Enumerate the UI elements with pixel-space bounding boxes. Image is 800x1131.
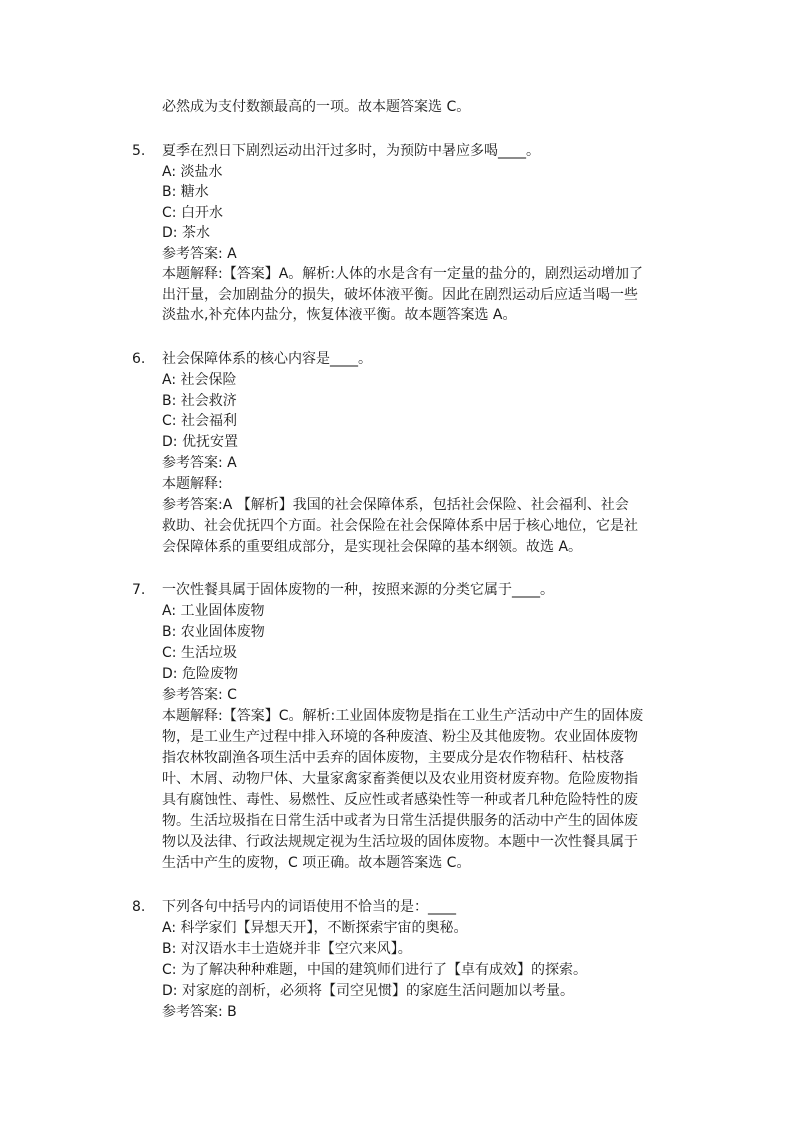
option-a: A: 淡盐水 [162, 164, 223, 180]
option-b: B: 对汉语水丰士造娆并非【空穴来风】。 [162, 941, 412, 957]
explanation-line: 指农林牧副渔各项生活中丢弃的固体废物，主要成分是农作物秸秆、枯枝落 [162, 750, 624, 766]
option-d: D: 优抚安置 [162, 434, 238, 450]
explanation-line: 物，是工业生产过程中排入环境的各种废渣、粉尘及其他废物。农业固体废物 [162, 729, 638, 745]
explanation-line: 出汗量，会加剧盐分的损失，破坏体液平衡。因此在剧烈运动后应适当喝一些 [162, 287, 638, 303]
question-stem: 一次性餐具属于固体废物的一种，按照来源的分类它属于____。 [162, 582, 554, 598]
option-b: B: 农业固体废物 [162, 624, 265, 640]
question-number: 8. [132, 899, 146, 915]
explanation-line: 物。生活垃圾指在日常生活中或者为日常生活提供服务的活动中产生的固体废 [162, 813, 638, 829]
question-number: 7. [132, 582, 146, 598]
option-b: B: 社会救济 [162, 393, 237, 409]
explanation-line: 本题解释: [162, 476, 223, 492]
intro-text: 必然成为支付数额最高的一项。故本题答案选 C。 [162, 99, 471, 115]
reference-answer: 参考答案: A [162, 246, 237, 262]
option-c: C: 社会福利 [162, 413, 237, 429]
explanation-line: 叶、木屑、动物尸体、大量家禽家畜粪便以及农业用资材废弃物。危险废物指 [162, 771, 638, 787]
explanation-line: 物以及法律、行政法规规定视为生活垃圾的固体废物。本题中一次性餐具属于 [162, 834, 638, 850]
question-stem: 社会保障体系的核心内容是____。 [162, 351, 372, 367]
explanation-line: 本题解释:【答案】A。解析:人体的水是含有一定量的盐分的，剧烈运动增加了 [162, 266, 644, 282]
option-d: D: 对家庭的剖析，必须将【司空见惯】的家庭生活问题加以考量。 [162, 983, 574, 999]
option-c: C: 白开水 [162, 205, 223, 221]
explanation-line: 救助、社会优抚四个方面。社会保险在社会保障体系中居于核心地位，它是社 [162, 518, 638, 534]
reference-answer: 参考答案: A [162, 455, 237, 471]
option-c: C: 生活垃圾 [162, 645, 237, 661]
reference-answer: 参考答案: C [162, 687, 237, 703]
option-d: D: 危险废物 [162, 666, 238, 682]
option-d: D: 茶水 [162, 225, 210, 241]
option-c: C: 为了解决种种难题，中国的建筑师们进行了【卓有成效】的探索。 [162, 962, 587, 978]
reference-answer: 参考答案: B [162, 1004, 237, 1020]
question-stem: 下列各句中括号内的词语使用不恰当的是：____ [162, 899, 456, 915]
option-b: B: 糖水 [162, 184, 209, 200]
option-a: A: 社会保险 [162, 372, 237, 388]
explanation-line: 会保障体系的重要组成部分，是实现社会保障的基本纲领。故选 A。 [162, 539, 583, 555]
option-a: A: 科学家们【异想天开】，不断探索宇宙的奥秘。 [162, 920, 468, 936]
explanation-line: 具有腐蚀性、毒性、易燃性、反应性或者感染性等一种或者几种危险特性的废 [162, 792, 638, 808]
question-number: 5. [132, 143, 146, 159]
explanation-line: 参考答案:A 【解析】我国的社会保障体系，包括社会保险、社会福利、社会 [162, 497, 629, 513]
explanation-line: 生活中产生的废物，C 项正确。故本题答案选 C。 [162, 855, 471, 871]
question-stem: 夏季在烈日下剧烈运动出汗过多时，为预防中暑应多喝____。 [162, 143, 540, 159]
explanation-line: 本题解释:【答案】C。解析:工业固体废物是指在工业生产活动中产生的固体废 [162, 708, 644, 724]
explanation-line: 淡盐水,补充体内盐分，恢复体液平衡。故本题答案选 A。 [162, 307, 517, 323]
question-number: 6. [132, 351, 146, 367]
option-a: A: 工业固体废物 [162, 603, 265, 619]
